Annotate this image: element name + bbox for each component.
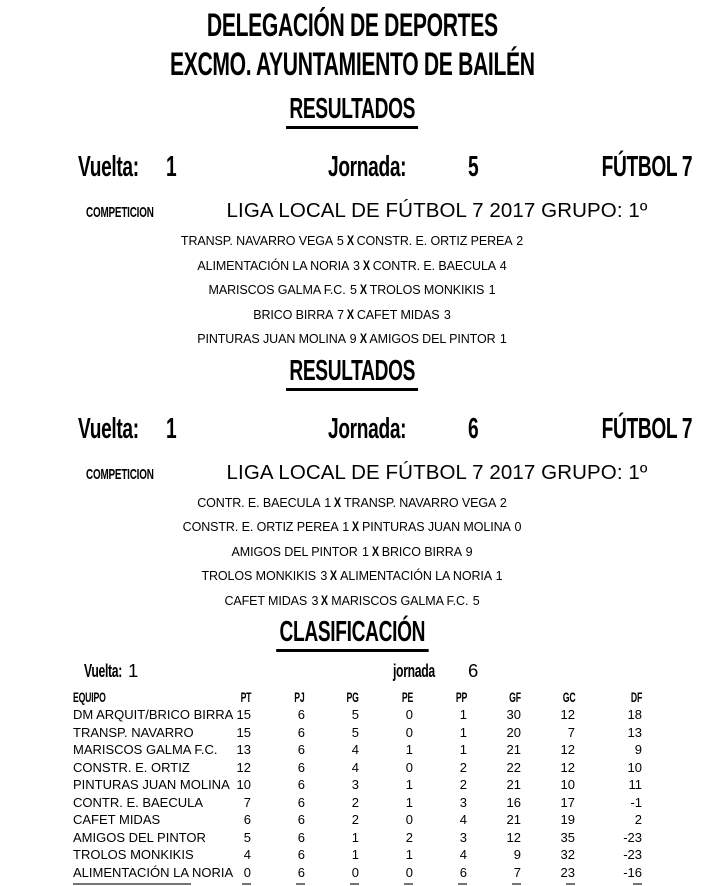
team-name: DM ARQUIT/BRICO BIRRA <box>73 707 234 722</box>
cell-pt: 7 <box>243 794 251 810</box>
cell-gc: 12 <box>560 742 575 757</box>
home-score: 9 <box>349 332 357 346</box>
cell-pt: 12 <box>236 759 251 775</box>
clipped-next-row <box>73 881 704 886</box>
away-score: 4 <box>499 258 507 273</box>
cell-pe: 0 <box>405 707 413 722</box>
away-team: BRICO BIRRA <box>381 544 462 559</box>
section-resultados-jornada-5 <box>0 94 704 352</box>
match-result-line <box>0 327 704 352</box>
away-score: 0 <box>514 520 522 534</box>
column-header-df: DF <box>630 689 642 705</box>
home-score: 1 <box>324 495 332 510</box>
cell-pp: 1 <box>459 724 467 740</box>
cell-pg: 2 <box>351 812 359 827</box>
cell-gc: 10 <box>560 777 575 792</box>
score-separator: X <box>359 331 367 346</box>
home-team: CONSTR. E. ORTIZ PEREA <box>182 520 338 534</box>
cell-gc: 17 <box>560 794 575 810</box>
jornada-label: Jornada: <box>328 412 407 445</box>
away-score: 2 <box>499 495 507 510</box>
cell-pj: 6 <box>297 829 305 845</box>
cell-pg: 4 <box>351 742 359 757</box>
column-header-gc: GC <box>562 689 575 705</box>
home-team: BRICO BIRRA <box>253 307 333 322</box>
section-title: RESULTADOS <box>286 356 418 391</box>
cell-pt: 5 <box>243 829 251 845</box>
cell-pg: 5 <box>351 724 359 740</box>
jornada-value: 6 <box>468 412 479 445</box>
home-score: 5 <box>336 234 344 248</box>
score-separator: X <box>362 257 370 273</box>
vuelta-value: 1 <box>166 412 177 445</box>
column-header-pp: PP <box>455 689 467 705</box>
column-header-pt: PT <box>240 689 251 705</box>
cell-pj: 6 <box>297 742 305 757</box>
away-score: 1 <box>488 283 496 297</box>
cell-pj: 6 <box>297 777 305 792</box>
competition-row <box>0 199 704 223</box>
score-separator: X <box>371 543 379 559</box>
team-name: AMIGOS DEL PINTOR <box>73 829 206 845</box>
away-score: 2 <box>516 234 524 248</box>
cell-pt: 4 <box>243 847 251 862</box>
cell-pt: 10 <box>236 777 251 792</box>
cell-pt: 6 <box>243 812 251 827</box>
away-team: PINTURAS JUAN MOLINA <box>362 520 511 534</box>
match-result-line <box>0 278 704 303</box>
competition-name: LIGA LOCAL DE FÚTBOL 7 2017 GRUPO: 1º <box>226 460 648 484</box>
team-name: TRANSP. NAVARRO <box>73 724 194 740</box>
score-separator: X <box>330 568 338 583</box>
match-result-line <box>0 229 704 254</box>
home-score: 7 <box>337 307 344 322</box>
jornada-value: 5 <box>468 151 479 183</box>
away-team: CAFET MIDAS <box>356 307 440 322</box>
score-separator: X <box>352 519 360 534</box>
away-team: CONSTR. E. ORTIZ PEREA <box>356 234 512 248</box>
cell-df: -16 <box>623 864 642 880</box>
cell-gf: 9 <box>513 847 521 862</box>
column-header-gf: GF <box>509 689 521 705</box>
score-separator: X <box>359 282 367 297</box>
cell-pt: 13 <box>236 742 251 757</box>
match-result-line <box>0 540 704 565</box>
vuelta-value: 1 <box>128 660 139 681</box>
away-score: 1 <box>495 569 503 583</box>
category-label: FÚTBOL 7 <box>601 151 692 183</box>
cell-pj: 6 <box>297 759 305 775</box>
org-title-line2: EXCMO. AYUNTAMIENTO DE BAILÉN <box>169 46 535 82</box>
org-title-line1: DELEGACIÓN DE DEPORTES <box>206 7 498 43</box>
cell-df: 18 <box>627 707 642 722</box>
cell-pj: 6 <box>297 794 305 810</box>
away-score: 1 <box>499 332 507 346</box>
section-resultados-jornada-6 <box>0 356 704 614</box>
team-name: CONSTR. E. ORTIZ <box>73 759 190 775</box>
cell-pt: 0 <box>243 864 251 880</box>
cell-pg: 1 <box>351 847 359 862</box>
cell-gf: 21 <box>506 812 521 827</box>
away-score: 3 <box>443 307 451 322</box>
cell-pp: 4 <box>459 847 467 862</box>
cell-pj: 6 <box>297 812 305 827</box>
cell-gc: 32 <box>560 847 575 862</box>
cell-pe: 0 <box>405 864 413 880</box>
cell-gc: 23 <box>560 864 575 880</box>
team-name: CAFET MIDAS <box>73 812 161 827</box>
away-score: 5 <box>472 593 480 608</box>
competition-label: COMPETICION <box>86 204 154 221</box>
standings-meta-row <box>0 659 704 685</box>
vuelta-label: Vuelta: <box>78 151 139 183</box>
standings-table <box>73 689 704 881</box>
score-separator: X <box>346 233 354 248</box>
cell-gc: 12 <box>560 707 575 722</box>
match-result-line <box>0 589 704 614</box>
home-team: PINTURAS JUAN MOLINA <box>197 332 346 346</box>
away-team: TRANSP. NAVARRO VEGA <box>344 495 496 510</box>
competition-name: LIGA LOCAL DE FÚTBOL 7 2017 GRUPO: 1º <box>226 199 648 222</box>
team-name: CONTR. E. BAECULA <box>73 794 204 810</box>
cell-pg: 4 <box>351 759 359 775</box>
competition-label: COMPETICION <box>86 465 154 483</box>
vuelta-value: 1 <box>166 151 177 183</box>
cell-pg: 0 <box>351 864 359 880</box>
team-name: PINTURAS JUAN MOLINA <box>73 777 230 792</box>
cell-pp: 2 <box>459 759 467 775</box>
column-header-pg: PG <box>346 689 359 705</box>
cell-pe: 1 <box>405 794 413 810</box>
cell-pe: 0 <box>405 812 413 827</box>
score-separator: X <box>346 306 354 322</box>
cell-gc: 12 <box>560 759 575 775</box>
home-team: CAFET MIDAS <box>224 593 308 608</box>
jornada-label: Jornada: <box>328 151 407 183</box>
cell-gf: 12 <box>506 829 521 845</box>
cell-gf: 20 <box>506 724 521 740</box>
cell-pg: 1 <box>351 829 359 845</box>
match-result-line <box>0 564 704 589</box>
cell-gc: 7 <box>567 724 575 740</box>
home-score: 1 <box>342 520 350 534</box>
score-separator: X <box>333 494 342 510</box>
cell-gc: 35 <box>560 829 575 845</box>
category-label: FÚTBOL 7 <box>601 412 692 445</box>
team-name: ALIMENTACIÓN LA NORIA <box>73 864 234 880</box>
jornada-label: jornada <box>393 660 435 681</box>
column-header-pj: PJ <box>294 689 305 705</box>
cell-pg: 3 <box>351 777 359 792</box>
cell-gf: 22 <box>506 759 521 775</box>
cell-df: 9 <box>634 742 642 757</box>
cell-pg: 5 <box>351 707 359 722</box>
away-team: MARISCOS GALMA F.C. <box>331 593 469 608</box>
column-header-equipo: EQUIPO <box>73 689 106 705</box>
match-result-line <box>0 491 704 516</box>
home-score: 5 <box>349 283 357 297</box>
cell-pe: 2 <box>405 829 413 845</box>
cell-pj: 6 <box>297 864 305 880</box>
match-results-list <box>0 491 704 614</box>
match-result-line <box>0 515 704 540</box>
match-results-list <box>0 229 704 352</box>
cell-df: -1 <box>630 794 642 810</box>
cell-pg: 2 <box>351 794 359 810</box>
cell-df: -23 <box>623 829 642 845</box>
cell-gf: 16 <box>506 794 521 810</box>
cell-pt: 15 <box>236 724 251 740</box>
jornada-value: 6 <box>468 660 479 681</box>
home-team: CONTR. E. BAECULA <box>197 495 320 510</box>
section-title: CLASIFICACIÓN <box>276 617 428 652</box>
cell-pp: 2 <box>459 777 467 792</box>
home-team: ALIMENTACIÓN LA NORIA <box>197 258 349 273</box>
cell-gf: 21 <box>506 777 521 792</box>
cell-df: 13 <box>627 724 642 740</box>
away-team: TROLOS MONKIKIS <box>369 283 485 297</box>
cell-pe: 0 <box>405 759 413 775</box>
cell-df: 2 <box>634 812 642 827</box>
competition-row <box>0 461 704 485</box>
cell-pp: 6 <box>459 864 467 880</box>
cell-pe: 1 <box>405 777 413 792</box>
cell-pp: 1 <box>459 707 467 722</box>
home-score: 3 <box>352 258 360 273</box>
column-header-pe: PE <box>401 689 413 705</box>
section-title: RESULTADOS <box>286 94 418 129</box>
cell-pj: 6 <box>297 724 305 740</box>
away-score: 9 <box>465 544 473 559</box>
document-header <box>0 0 704 84</box>
home-team: MARISCOS GALMA F.C. <box>208 283 346 297</box>
vuelta-label: Vuelta: <box>78 412 139 445</box>
home-team: TROLOS MONKIKIS <box>201 569 316 583</box>
match-result-line <box>0 254 704 279</box>
cell-pp: 4 <box>459 812 467 827</box>
home-score: 3 <box>311 593 319 608</box>
cell-gf: 7 <box>513 864 521 880</box>
vuelta-label: Vuelta: <box>84 660 122 681</box>
cell-pe: 0 <box>405 724 413 740</box>
cell-gc: 19 <box>560 812 575 827</box>
home-score: 1 <box>362 544 369 559</box>
section-clasificacion <box>0 617 704 886</box>
cell-pe: 1 <box>405 742 413 757</box>
results-meta-row <box>0 150 704 186</box>
cell-pp: 3 <box>459 794 467 810</box>
home-team: TRANSP. NAVARRO VEGA <box>180 234 333 248</box>
team-name: MARISCOS GALMA F.C. <box>73 742 218 757</box>
cell-pt: 15 <box>236 707 251 722</box>
away-team: AMIGOS DEL PINTOR <box>369 332 496 346</box>
team-name: TROLOS MONKIKIS <box>73 847 194 862</box>
match-result-line <box>0 303 704 328</box>
cell-df: 11 <box>628 777 642 792</box>
cell-pe: 1 <box>405 847 413 862</box>
away-team: ALIMENTACIÓN LA NORIA <box>340 569 492 583</box>
cell-gf: 30 <box>506 707 521 722</box>
score-separator: X <box>321 592 329 608</box>
cell-df: -23 <box>623 847 642 862</box>
home-team: AMIGOS DEL PINTOR <box>231 544 358 559</box>
cell-pp: 3 <box>459 829 467 845</box>
cell-pj: 6 <box>297 707 305 722</box>
cell-gf: 21 <box>506 742 521 757</box>
cell-df: 10 <box>627 759 642 775</box>
home-score: 3 <box>320 569 328 583</box>
results-meta-row <box>0 412 704 448</box>
away-team: CONTR. E. BAECULA <box>372 258 496 273</box>
cell-pj: 6 <box>297 847 305 862</box>
cell-pp: 1 <box>459 742 467 757</box>
